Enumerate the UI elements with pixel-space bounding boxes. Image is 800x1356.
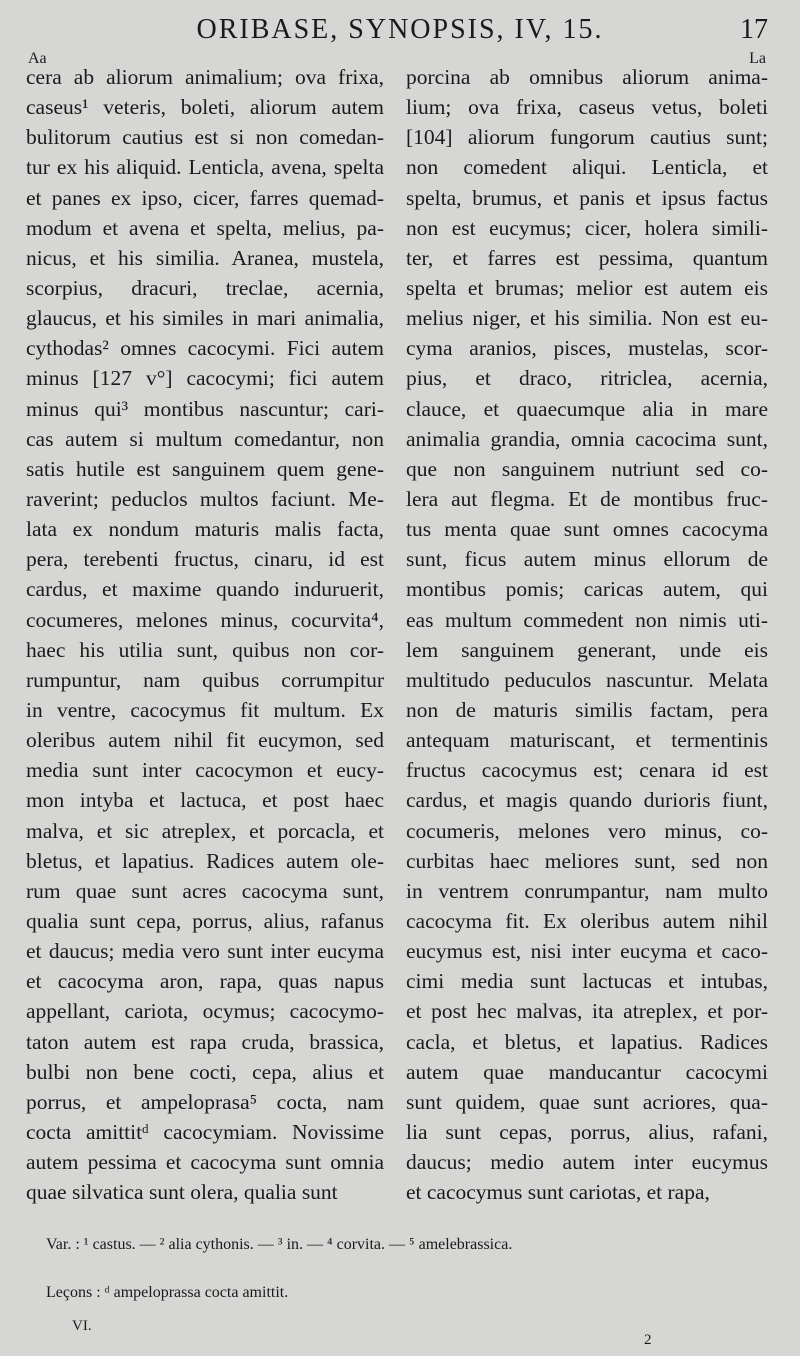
running-title: ORIBASE, SYNOPSIS, IV, 15. [196, 14, 604, 45]
text-line: lem sanguinem generant, unde eis [406, 637, 768, 662]
text-line: minus qui³ montibus nascuntur; cari- [26, 396, 384, 421]
text-line: non est eucymus; cicer, holera simili- [406, 215, 768, 240]
text-line: cocta amittitᵈ cacocymiam. Novissime [26, 1119, 384, 1144]
text-line: media sunt inter cacocymon et eucy- [26, 758, 384, 783]
text-line: cacocyma fit. Ex oleribus autem nihil [406, 908, 768, 933]
text-line: daucus; medio autem inter eucymus [406, 1150, 768, 1175]
text-line: malva, et sic atreplex, et porcacla, et [26, 818, 384, 843]
text-line: et cacocyma aron, rapa, quas napus [26, 969, 384, 994]
text-line: tur ex his aliquid. Lenticla, avena, spelta [26, 155, 384, 180]
text-line: animalia grandia, omnia cacocima sunt, [406, 426, 768, 451]
text-line: non comedent aliqui. Lenticla, et [406, 155, 768, 180]
text-line: qualia sunt cepa, porrus, alius, rafanus [26, 908, 384, 933]
text-line: oleribus autem nihil fit eucymon, sed [26, 728, 384, 753]
text-line: satis hutile est sanguinem quem gene- [26, 456, 384, 481]
sheet-number: 2 [644, 1332, 652, 1348]
text-line: ter, et farres est pessima, quantum [406, 245, 768, 270]
signature-mark: VI. [72, 1318, 92, 1334]
text-line: cardus, et maxime quando induruerit, [26, 577, 384, 602]
left-column-label: Aa [28, 50, 47, 67]
text-line: spelta, brumus, et panis et ipsus factus [406, 185, 768, 210]
text-line: non de maturis similis factam, pera [406, 697, 768, 722]
variant-readings-note: Var. : ¹ castus. — ² alia cythonis. — ³ in. — ⁴ corvita. — ⁵ amelebrassica. [46, 1236, 513, 1253]
text-line: quae silvatica sunt olera, qualia sunt [26, 1180, 338, 1205]
text-line: [104] aliorum fungorum cautius sunt; [406, 125, 768, 150]
text-line: autem pessima et cacocyma sunt omnia [26, 1150, 384, 1175]
right-column-text [406, 62, 768, 1207]
left-column-text [26, 62, 384, 1207]
text-line: cocumeris, melones vero minus, co- [406, 818, 768, 843]
footnotes [46, 1236, 512, 1332]
text-line: tus menta quae sunt omnes cacocyma [406, 517, 768, 542]
text-line: eucymus est, nisi inter eucyma et caco- [406, 939, 768, 964]
text-line: glaucus, et his similes in mari animalia, [26, 306, 384, 331]
text-line: caseus¹ veteris, boleti, aliorum autem [26, 95, 384, 120]
text-line: spelta et brumas; melior est autem eis [406, 275, 768, 300]
text-line: rum quae sunt acres cacocyma sunt, [26, 878, 384, 903]
text-line: curbitas haec meliores sunt, sed non [406, 848, 768, 873]
text-line: nicus, et his similia. Aranea, mustela, [26, 245, 384, 270]
text-line: fructus cacocymus est; cenara id est [406, 758, 768, 783]
text-line: appellant, cariota, ocymus; cacocymo- [26, 999, 384, 1024]
text-line: pera, terebenti fructus, cinaru, id est [26, 547, 384, 572]
text-line: bulitorum cautius est si non comedan- [26, 125, 384, 150]
text-line: et cacocymus sunt cariotas, et rapa, [406, 1180, 710, 1205]
text-line: porrus, et ampeloprasa⁵ cocta, nam [26, 1089, 384, 1114]
text-line: bletus, et lapatius. Radices autem ole- [26, 848, 384, 873]
text-line: lata ex nondum maturis malis facta, [26, 517, 384, 542]
text-line: et daucus; media vero sunt inter eucyma [26, 939, 384, 964]
text-line: raverint; peduclos multos faciunt. Me- [26, 486, 384, 511]
text-line: antequam maturiscant, et termentinis [406, 728, 768, 753]
text-line: clauce, et quaecumque alia in mare [406, 396, 768, 421]
text-line: cythodas² omnes cacocymi. Fici autem [26, 336, 384, 361]
text-line: et post hec malvas, ita atreplex, et por- [406, 999, 768, 1024]
text-line: in ventrem conrumpantur, nam multo [406, 878, 768, 903]
text-line: modum et avena et spelta, melius, pa- [26, 215, 384, 240]
text-line: bulbi non bene cocti, cepa, alius et [26, 1059, 384, 1084]
right-column-label: La [749, 50, 766, 67]
text-line: multitudo peduculos nascuntur. Melata [406, 667, 768, 692]
text-line: rumpuntur, nam quibus corrumpitur [26, 667, 384, 692]
text-line: cardus, et magis quando durioris fiunt, [406, 788, 768, 813]
text-line: pius, et draco, ritriclea, acernia, [406, 366, 768, 391]
text-line: que non sanguinem nutriunt sed co- [406, 456, 768, 481]
text-line: sunt, ficus autem minus ellorum de [406, 547, 768, 572]
text-line: cas autem si multum comedantur, non [26, 426, 384, 451]
text-line: taton autem est rapa cruda, brassica, [26, 1029, 384, 1054]
text-line: cera ab aliorum animalium; ova frixa, [26, 65, 384, 89]
lecons-note: Leçons : ᵈ ampeloprassa cocta amittit. [46, 1284, 289, 1301]
text-line: lera aut flegma. Et de montibus fruc- [406, 486, 768, 511]
text-line: lium; ova frixa, caseus vetus, boleti [406, 95, 768, 120]
text-line: cyma aranios, pisces, mustelas, scor- [406, 336, 768, 361]
text-line: minus [127 v°] cacocymi; fici autem [26, 366, 384, 391]
text-line: autem quae manducantur cacocymi [406, 1059, 768, 1084]
text-line: scorpius, dracuri, treclae, acernia, [26, 275, 384, 300]
text-line: cocumeres, melones minus, cocurvita⁴, [26, 607, 384, 632]
text-line: et panes ex ipso, cicer, farres quemad- [26, 185, 384, 210]
page-number: 17 [740, 14, 768, 45]
text-line: eas multum commedent non nimis uti- [406, 607, 768, 632]
text-line: lia sunt cepas, porrus, alius, rafani, [406, 1119, 768, 1144]
text-line: porcina ab omnibus aliorum anima- [406, 65, 768, 89]
text-line: cacla, et bletus, et lapatius. Radices [406, 1029, 768, 1054]
page-header [0, 14, 800, 54]
text-line: melius niger, et his similia. Non est eu- [406, 306, 768, 331]
text-line: cimi media sunt lactucas et intubas, [406, 969, 768, 994]
text-line: montibus pomis; caricas autem, qui [406, 577, 768, 602]
text-line: mon intyba et lactuca, et post haec [26, 788, 384, 813]
text-line: haec his utilia sunt, quibus non cor- [26, 637, 384, 662]
text-line: in ventre, cacocymus fit multum. Ex [26, 697, 384, 722]
text-line: sunt quidem, quae sunt acriores, qua- [406, 1089, 768, 1114]
